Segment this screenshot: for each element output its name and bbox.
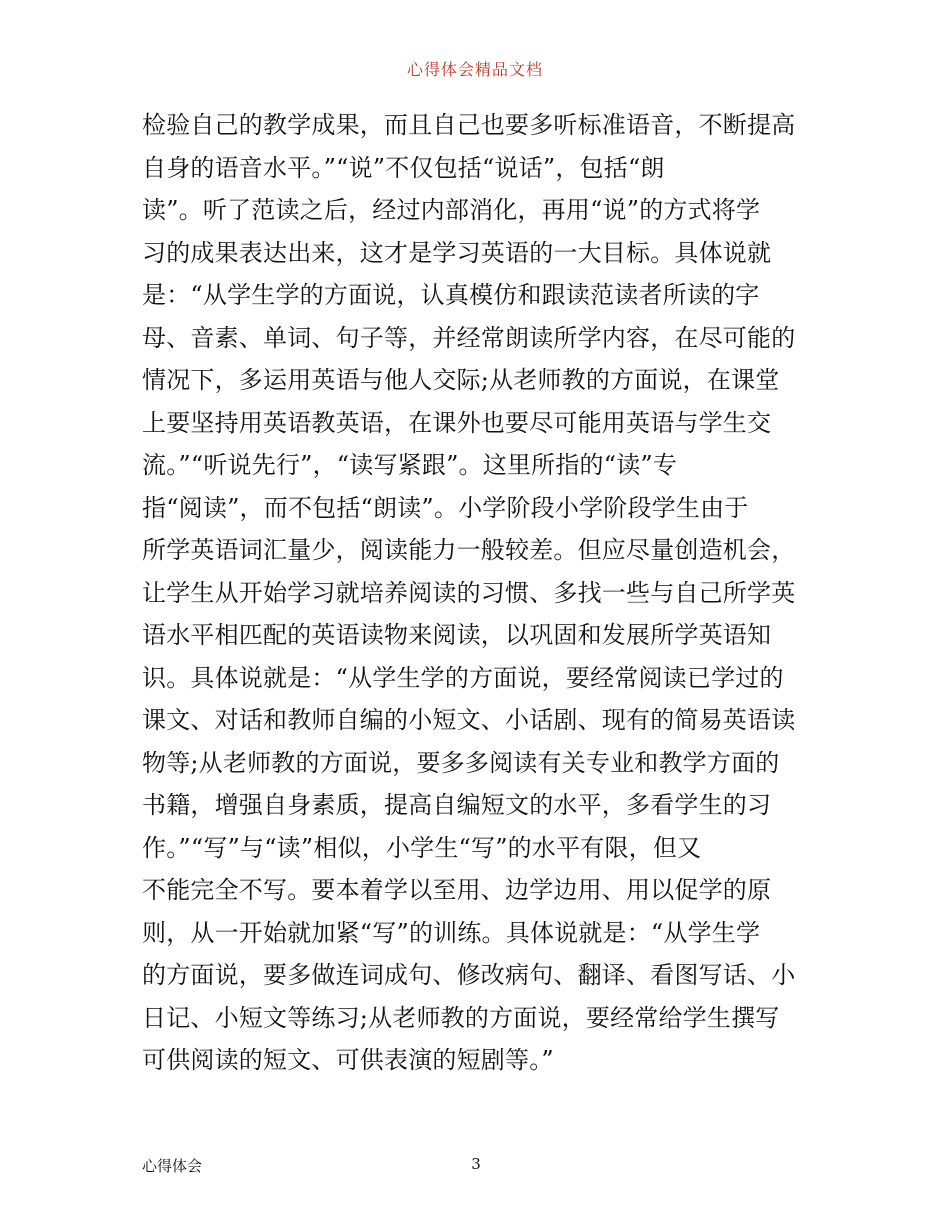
- text-line: 自身的语音水平。”“说”不仅包括“说话”，包括“朗: [142, 153, 665, 182]
- text-line: 书籍，增强自身素质，提高自编短文的水平，多看学生的习: [142, 791, 772, 819]
- text-line: 不能完全不写。要本着学以至用、边学边用、用以促学的原: [142, 876, 772, 904]
- text-line: 可供阅读的短文、可供表演的短剧等。”: [142, 1046, 554, 1074]
- text-line: 所学英语词汇量少，阅读能力一般较差。但应尽量创造机会，: [142, 536, 796, 564]
- text-line: 语水平相匹配的英语读物来阅读，以巩固和发展所学英语知: [142, 621, 772, 649]
- text-line: 流。”“听说先行”，“读写紧跟”。这里所指的“读”专: [142, 451, 678, 479]
- footer-label: 心得体会: [142, 1157, 203, 1175]
- text-line: 的方面说，要多做连词成句、修改病句、翻译、看图写话、小: [142, 961, 796, 989]
- text-line: 作。”“写”与“读”相似，小学生“写”的水平有限，但又: [142, 833, 702, 862]
- text-line: 检验自己的教学成果，而且自己也要多听标准语音，不断提高: [142, 111, 796, 139]
- text-line: 则，从一开始就加紧“写”的训练。具体说就是：“从学生学: [142, 918, 761, 947]
- body-text: [142, 104, 814, 1082]
- text-line: 是：“从学生学的方面说，认真模仿和跟读范读者所读的字: [142, 281, 760, 309]
- text-line: 读”。听了范读之后，经过内部消化，再用“说”的方式将学: [142, 196, 761, 224]
- text-line: 情况下，多运用英语与他人交际;从老师教的方面说，在课堂: [142, 366, 780, 394]
- text-line: 识。具体说就是：“从学生学的方面说，要经常阅读已学过的: [142, 663, 784, 692]
- text-line: 习的成果表达出来，这才是学习英语的一大目标。具体说就: [142, 238, 772, 267]
- page-number: 3: [471, 1155, 481, 1173]
- text-line: 上要坚持用英语教英语，在课外也要尽可能用英语与学生交: [142, 408, 772, 437]
- text-line: 课文、对话和教师自编的小短文、小话剧、现有的简易英语读: [142, 706, 796, 734]
- text-line: 母、音素、单词、句子等，并经常朗读所学内容，在尽可能的: [142, 323, 796, 352]
- text-line: 指“阅读”，而不包括“朗读”。小学阶段小学阶段学生由于: [142, 493, 749, 522]
- text-line: 日记、小短文等练习;从老师教的方面说，要经常给学生撰写: [142, 1003, 780, 1032]
- text-line: 物等;从老师教的方面说，要多多阅读有关专业和教学方面的: [142, 748, 780, 777]
- text-line: 让学生从开始学习就培养阅读的习惯、多找一些与自己所学英: [142, 578, 796, 607]
- page-header-title: 心得体会精品文档: [406, 60, 543, 79]
